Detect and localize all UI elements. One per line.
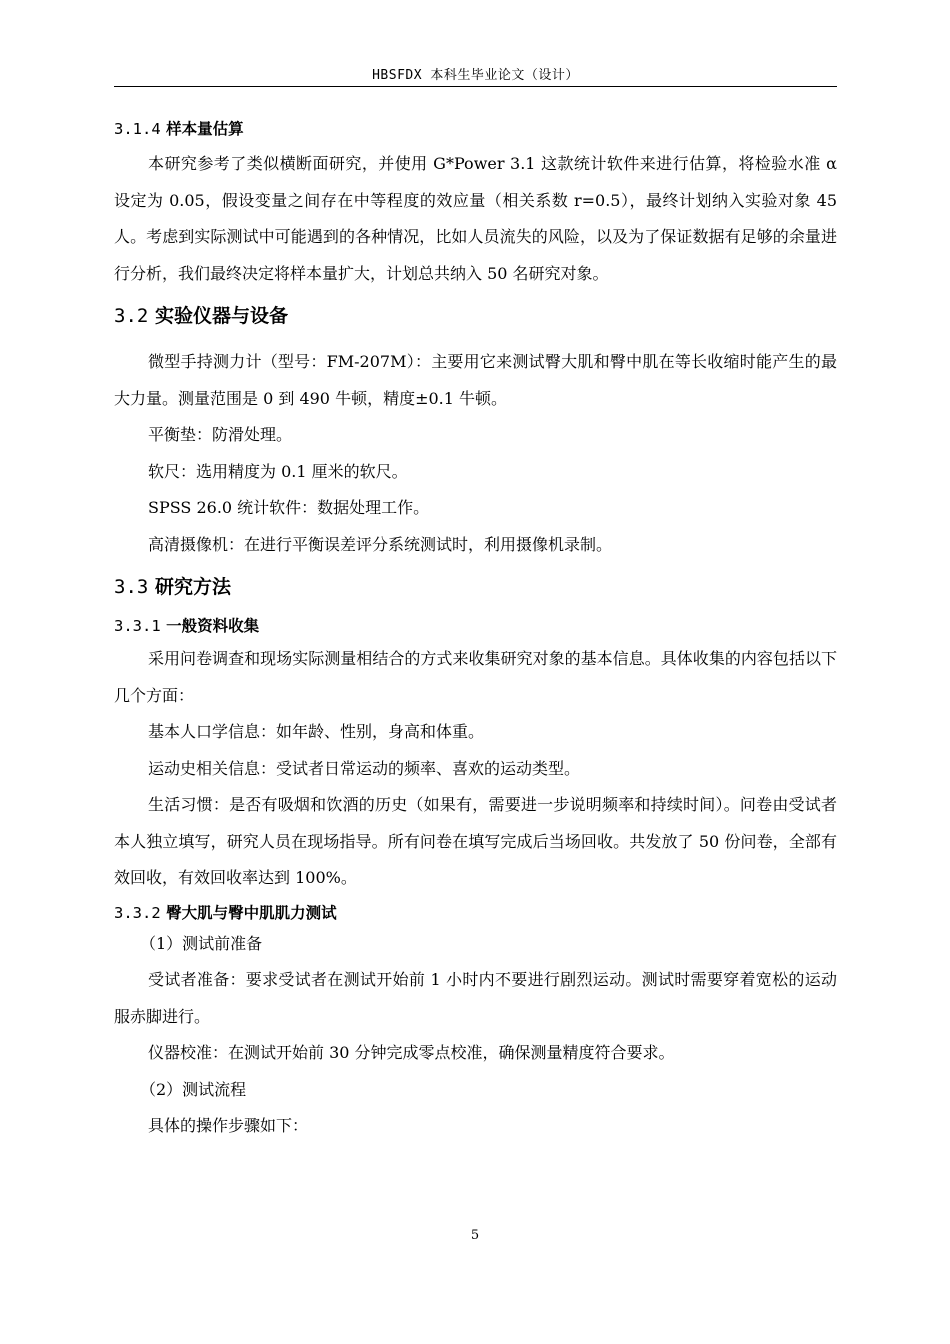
page-body [114,118,837,1145]
heading-3-3-2 [114,902,837,924]
paragraph: 高清摄像机：在进行平衡误差评分系统测试时，利用摄像机录制。 [148,534,613,554]
running-header: HBSFDX 本科生毕业论文（设计） [114,66,837,87]
paragraph: （2）测试流程 [140,1079,247,1099]
paragraph: 运动史相关信息：受试者日常运动的频率、喜欢的运动类型。 [148,758,581,778]
heading-3-3-1 [114,615,837,637]
paragraph: （1）测试前准备 [140,933,263,953]
paragraph: 具体的操作步骤如下： [148,1116,309,1135]
heading-3-3 [114,574,837,600]
paragraph: 平衡垫：防滑处理。 [148,425,293,444]
heading-title: 研究方法 [154,576,231,598]
heading-title: 样本量估算 [166,120,244,138]
paragraph: SPSS 26.0 统计软件：数据处理工作。 [148,498,430,517]
heading-3-2 [114,303,837,329]
heading-title: 臀大肌与臀中肌肌力测试 [166,903,337,922]
heading-number: 3.3.1 [114,617,161,635]
heading-number: 3.2 [114,305,149,327]
paragraph: 仪器校准：在测试开始前 30 分钟完成零点校准，确保测量精度符合要求。 [148,1043,675,1062]
paragraph: 软尺：选用精度为 0.1 厘米的软尺。 [148,461,408,481]
heading-number: 3.1.4 [114,120,161,138]
paragraph: 微型手持测力计（型号：FM-207M）：主要用它来测试臀大肌和臀中肌在等长收缩时能产生的最大力量。测量范围是 0 到 490 牛顿，精度±0.1 牛顿。 [114,352,837,408]
heading-number: 3.3.2 [114,903,161,922]
paragraph: 受试者准备：要求受试者在测试开始前 1 小时内不要进行剧烈运动。测试时需要穿着宽松的运动服赤脚进行。 [114,970,837,1026]
page-number: 5 [470,1228,480,1243]
paragraph: 基本人口学信息：如年龄、性别，身高和体重。 [148,722,485,741]
heading-title: 一般资料收集 [166,617,260,635]
paragraph: 生活习惯：是否有吸烟和饮酒的历史（如果有，需要进一步说明频率和持续时间）。问卷由受试者本人独立填写，研究人员在现场指导。所有问卷在填写完成后当场回收。共发放了 50 份问卷，全部有效回收，有效回收率达到 100%。 [114,795,837,887]
paragraph: 采用问卷调查和现场实际测量相结合的方式来收集研究对象的基本信息。具体收集的内容包括以下几个方面： [114,649,837,705]
heading-3-1-4 [114,118,837,140]
paragraph: 本研究参考了类似横断面研究，并使用 G*Power 3.1 这款统计软件来进行估算，将检验水准 α 设定为 0.05，假设变量之间存在中等程度的效应量（相关系数 r=0.5），最终计划纳入实验对象 45 人。考虑到实际测试中可能遇到的各种情况，比如人员流失的风险，以及为了保证数据有足够的余量进行分析，我们最终决定将样本量扩大，计划总共纳入 50 名研究对象。 [114,154,837,283]
heading-number: 3.3 [114,576,149,598]
heading-title: 实验仪器与设备 [154,305,288,327]
